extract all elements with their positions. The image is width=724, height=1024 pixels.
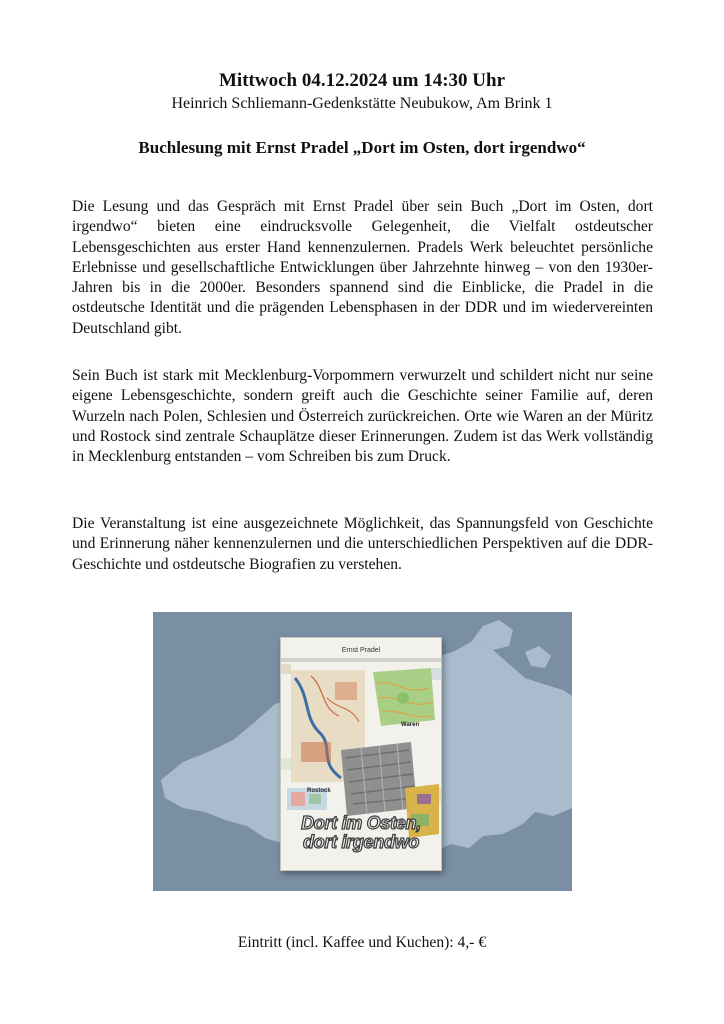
book-title <box>285 814 437 852</box>
description-paragraph-3: Die Veranstaltung ist eine ausgezeichnete Möglichkeit, das Spannungsfeld von Geschichte und Erinnerung näher kennenzulernen und die unterschiedlichen Perspektiven auf die DDR-Geschichte und ostdeutsche Biografien zu verstehen. <box>72 515 653 573</box>
book-map-label-rostock: Rostock <box>307 788 331 794</box>
description-paragraph-2: Sein Buch ist stark mit Mecklenburg-Vorpommern verwurzelt und schildert nicht nur seine eigene Lebensgeschichte, sondern greift auch die Geschichte seiner Familie auf, deren Wurzeln nach Polen, Schlesien und Österreich zurückreichen. Orte wie Waren an der Müritz und Rostock sind zentrale Schauplätze dieser Erinnerungen. Zudem ist das Werk vollständig in Mecklenburg entstanden – vom Schreiben bis zum Druck. <box>72 367 653 466</box>
book-cover-figure <box>153 612 572 891</box>
event-date-time: Mittwoch 04.12.2024 um 14:30 Uhr <box>218 70 506 91</box>
book-title-line-2: dort irgendwo <box>302 832 420 852</box>
book-author: Ernst Pradel <box>341 647 381 654</box>
description-paragraph-1: Die Lesung und das Gespräch mit Ernst Pradel über sein Buch „Dort im Osten, dort irgendwo“ bieten eine eindrucksvolle Gelegenheit, die Vielfalt ostdeutscher Lebensgeschichten aus erster Hand kennenzulernen. Pradels Werk beleuchtet persönliche Erlebnisse und gesellschaftliche Entwicklungen über Jahrzehnte hinweg – von den 1930er-Jahren bis in die 2000er. Besonders spannend sind die Einblicke, die Pradel in die ostdeutsche Identität und die prägenden Lebensphasen in der DDR und im wiedervereinten Deutschland gibt. <box>72 198 653 337</box>
book-map-label-waren: Waren <box>401 722 420 728</box>
event-venue: Heinrich Schliemann-Gedenkstätte Neubukow, Am Brink 1 <box>171 95 553 112</box>
event-title: Buchlesung mit Ernst Pradel „Dort im Osten, dort irgendwo“ <box>138 138 586 157</box>
admission-price: Eintritt (incl. Kaffee und Kuchen): 4,- € <box>237 934 487 951</box>
book-cover <box>280 637 442 871</box>
book-title-line-1: Dort im Osten, <box>301 813 421 833</box>
